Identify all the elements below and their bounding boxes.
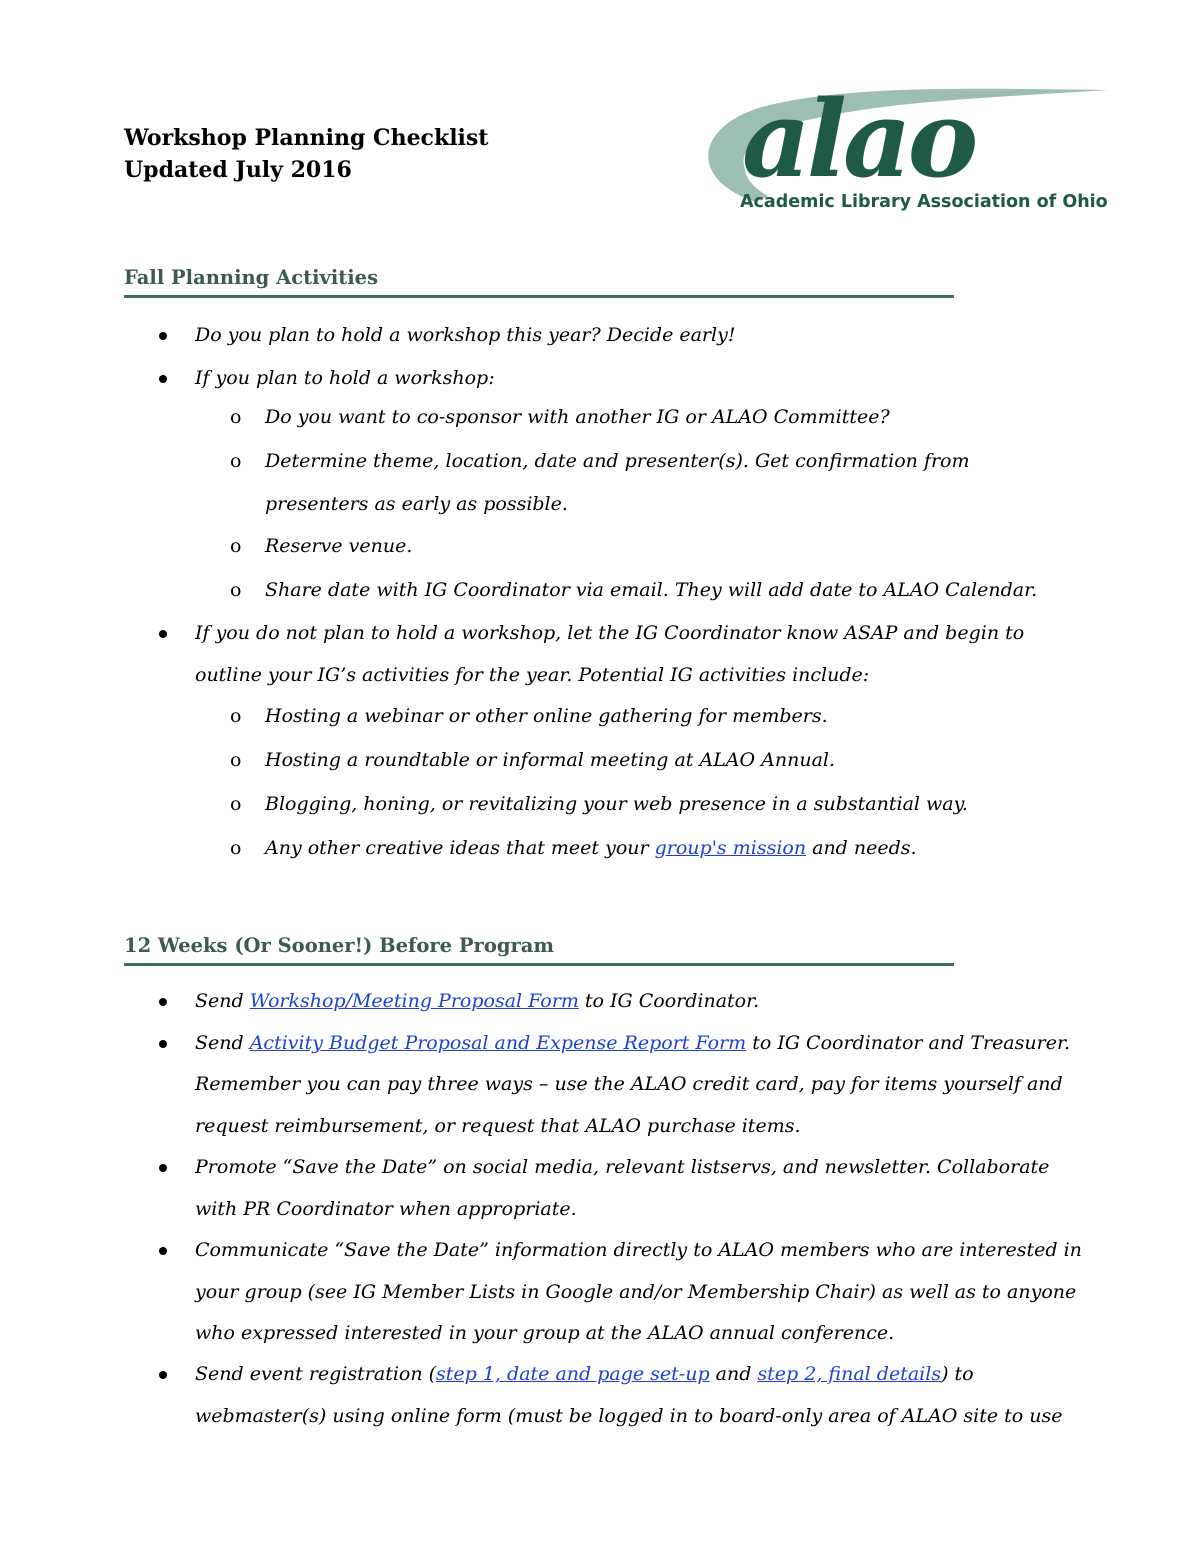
sub-bullet-marker: o [230, 793, 242, 815]
list-item-continuation: Remember you can pay three ways – use the ALAO credit card, pay for items yourself and [195, 1073, 1063, 1095]
section-heading-12-weeks: 12 Weeks (Or Sooner!) Before Program [124, 934, 554, 957]
bullet-marker [159, 1040, 167, 1048]
bullet-marker [159, 630, 167, 638]
list-item: Communicate “Save the Date” information directly to ALAO members who are interested in [195, 1239, 1082, 1261]
bullet-marker [159, 1164, 167, 1172]
sub-list-item: Share date with IG Coordinator via email. They will add date to ALAO Calendar. [265, 579, 1038, 601]
text-span: and needs. [806, 837, 917, 859]
list-item: Do you plan to hold a workshop this year? Decide early! [195, 324, 736, 346]
sub-bullet-marker: o [230, 406, 242, 428]
section-divider [124, 963, 954, 966]
alao-logo [696, 84, 1110, 220]
sub-list-item: Do you want to co-sponsor with another IG or ALAO Committee? [265, 406, 890, 428]
bullet-marker [159, 1247, 167, 1255]
text-span: Send event registration ( [195, 1363, 437, 1385]
title-line-2: Updated July 2016 [124, 157, 352, 183]
group-mission-link[interactable]: group's mission [654, 837, 807, 859]
section-heading-fall: Fall Planning Activities [124, 266, 379, 289]
text-span: and [709, 1363, 758, 1385]
logo-org-name: Academic Library Association of Ohio [740, 192, 1108, 212]
sub-bullet-marker: o [230, 579, 242, 601]
list-item [195, 1361, 974, 1387]
sub-bullet-marker: o [230, 535, 242, 557]
sub-list-item: Determine theme, location, date and presenter(s). Get confirmation from [265, 450, 970, 472]
proposal-form-link[interactable]: Workshop/Meeting Proposal Form [249, 990, 579, 1012]
sub-bullet-marker: o [230, 837, 242, 859]
sub-bullet-marker: o [230, 450, 242, 472]
document-title [124, 122, 488, 186]
list-item: If you do not plan to hold a workshop, let the IG Coordinator know ASAP and begin to [195, 622, 1025, 644]
sub-list-item-continuation: presenters as early as possible. [265, 493, 568, 515]
text-span: ) to [941, 1363, 974, 1385]
text-span: Any other creative ideas that meet your [265, 837, 655, 859]
logo-wordmark: alao [742, 84, 975, 201]
budget-form-link[interactable]: Activity Budget Proposal and Expense Report Form [249, 1032, 747, 1054]
bullet-marker [159, 998, 167, 1006]
list-item-continuation: request reimbursement, or request that ALAO purchase items. [195, 1115, 801, 1137]
bullet-marker [159, 332, 167, 340]
list-item-continuation: outline your IG’s activities for the year. Potential IG activities include: [195, 664, 870, 686]
bullet-marker [159, 375, 167, 383]
title-line-1: Workshop Planning Checklist [124, 125, 489, 151]
text-span: to IG Coordinator and Treasurer. [746, 1032, 1070, 1054]
list-item-continuation: with PR Coordinator when appropriate. [195, 1198, 577, 1220]
list-item-continuation: your group (see IG Member Lists in Google and/or Membership Chair) as well as to anyone [195, 1281, 1077, 1303]
list-item-continuation: who expressed interested in your group at the ALAO annual conference. [195, 1322, 895, 1344]
bullet-marker [159, 1371, 167, 1379]
sub-list-item: Hosting a roundtable or informal meeting at ALAO Annual. [265, 749, 836, 771]
sub-bullet-marker: o [230, 749, 242, 771]
section-divider [124, 295, 954, 298]
list-item-continuation: webmaster(s) using online form (must be logged in to board-only area of ALAO site to use [195, 1405, 1063, 1427]
step-2-link[interactable]: step 2, final details [757, 1363, 942, 1385]
text-span: Send [195, 990, 250, 1012]
list-item: Promote “Save the Date” on social media, relevant listservs, and newsletter. Collaborate [195, 1156, 1050, 1178]
text-span: Send [195, 1032, 250, 1054]
text-span: to IG Coordinator. [578, 990, 760, 1012]
sub-list-item [265, 835, 917, 861]
sub-list-item: Blogging, honing, or revitalizing your web presence in a substantial way. [265, 793, 968, 815]
list-item [195, 988, 759, 1014]
sub-list-item: Reserve venue. [265, 535, 413, 557]
step-1-link[interactable]: step 1, date and page set-up [436, 1363, 710, 1385]
list-item [195, 1030, 1070, 1056]
list-item: If you plan to hold a workshop: [195, 367, 495, 389]
sub-bullet-marker: o [230, 705, 242, 727]
sub-list-item: Hosting a webinar or other online gathering for members. [265, 705, 828, 727]
